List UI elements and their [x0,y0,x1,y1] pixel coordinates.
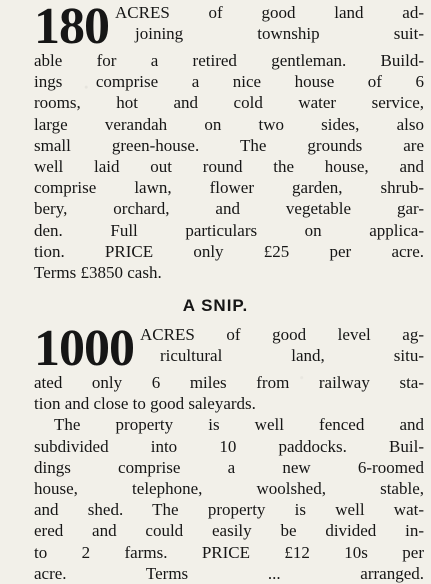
ad-line: ricultural land, situ- [160,346,424,366]
ad-line: rooms, hot and cold water service, [34,93,424,113]
ad-lead [34,0,424,55]
ad-line: ings comprise a nice house of 6 [34,72,424,92]
ad-line: to 2 farms. PRICE £12 10s per [34,542,424,562]
ad-line: able for a retired gentleman. Build- [34,51,424,70]
acreage-number: 180 [34,0,109,55]
ad-line: joining township suit- [135,24,424,44]
ad-line: den. Full particulars on applica- [34,220,424,240]
ad-line: ered and could easily be divided in- [34,521,424,541]
ad-line: well laid out round the house, and [34,157,424,177]
ad-line: ACRES of good level ag- [140,325,424,344]
ad-lead-text [115,2,424,44]
ad-line: house, telephone, woolshed, stable, [34,479,424,499]
ad-line: small green-house. The grounds are [34,135,424,155]
ad-line: subdivided into 10 paddocks. Buil- [34,436,424,456]
ad-line: tion and close to good saleyards. [34,394,256,414]
ad-line: dings comprise a new 6-roomed [34,457,424,477]
ad-lead-text [140,324,424,366]
ad-line: bery, orchard, and vegetable gar- [34,199,424,219]
acreage-number: 1000 [34,320,134,377]
ad-line: Terms £3850 cash. [34,263,162,283]
ad-body [34,50,424,283]
ad-line: acre. Terms ... arranged. [34,563,424,583]
ad-line: The property is well fenced and [54,415,424,435]
advertisement-1000-acres [34,320,424,584]
ad-body [34,372,424,584]
section-subheading: A SNIP. [182,296,249,315]
advertisement-180-acres [34,2,424,283]
ad-line: large verandah on two sides, also [34,114,424,134]
ad-line: ACRES of good land ad- [115,3,424,22]
ad-line: ated only 6 miles from railway sta- [34,373,424,392]
ad-line: and shed. The property is well wat- [34,500,424,520]
ad-line: tion. PRICE only £25 per acre. [34,241,424,261]
ad-lead [34,320,424,377]
ad-line: comprise lawn, flower garden, shrub- [34,178,424,198]
